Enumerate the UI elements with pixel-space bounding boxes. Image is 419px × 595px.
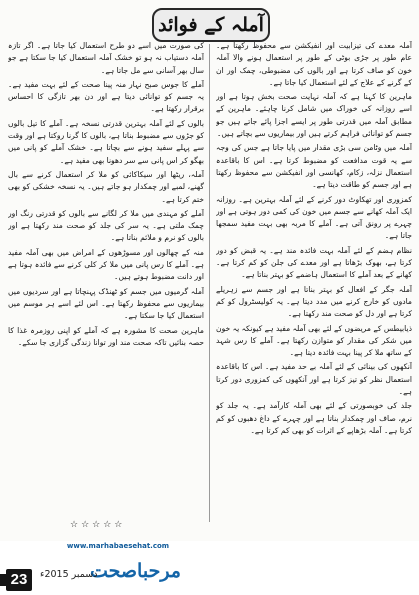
paragraph: بالوں کے لئے آملہ بہترین قدرتی نسخہ ہے۔ آملے کا تیل بالوں کو جڑوں سے مضبوط بناتا ہے، بالوں کا گرنا روکتا ہے اور وقت سے پہلے سفید ہونے سے بچاتا ہے۔ خشک آملے کو پانی میں بھگو کر اس پانی سے سر دھونا بھی مفید ہے۔ bbox=[8, 118, 204, 165]
article-end-stars: ☆☆☆☆☆ bbox=[70, 520, 126, 530]
paragraph: کی صورت میں اسے دو طرح استعمال کیا جاتا ہے۔ اگر تازہ آملہ دستیاب نہ ہو تو خشک آملہ استعمال کیا جا سکتا ہے جو سال بھر آسانی سے مل جاتا ہے۔ bbox=[8, 41, 204, 75]
paragraph: آنکھوں کی بینائی کے لئے آملہ بے حد مفید ہے۔ اس کا باقاعدہ استعمال نظر کو تیز کرتا ہے اور آنکھوں کی کمزوری دور کرتا ہے۔ bbox=[216, 362, 412, 397]
paragraph: آملہ میں وٹامن سی بڑی مقدار میں پایا جاتا ہے جس کی وجہ سے یہ قوت مدافعت کو مضبوط کرتا ہے۔ اس کا باقاعدہ استعمال نزلہ، زکام، کھانسی اور انفیکشن سے محفوظ رکھتا ہے اور جسم کو طاقت دیتا ہے۔ bbox=[216, 143, 412, 190]
website-url: www.marhabaesehat.com bbox=[66, 542, 170, 550]
paragraph: نظام ہضم کے لئے آملہ بہت فائدہ مند ہے۔ یہ قبض کو دور کرتا ہے، بھوک بڑھاتا ہے اور معدے کی جلن کو کم کرتا ہے۔ کھانے کے بعد آملے کا استعمال ہاضمے کو بہتر بناتا ہے۔ bbox=[216, 245, 412, 280]
paragraph: آملے کا جوس صبح نہار منہ پینا صحت کے لئے بہت مفید ہے۔ یہ جسم کو توانائی دیتا ہے اور دن بھر تازگی کا احساس برقرار رکھتا ہے۔ bbox=[8, 79, 204, 114]
paragraph: منہ کے چھالوں اور مسوڑھوں کے امراض میں بھی آملہ مفید ہے۔ آملے کا رس پانی میں ملا کر کلی کرنے سے فائدہ ہوتا ہے اور دانت مضبوط ہوتے ہیں۔ bbox=[8, 247, 204, 282]
page-number: 23 bbox=[6, 569, 32, 591]
paragraph: کمزوری اور تھکاوٹ دور کرنے کے لئے آملہ بہترین ہے۔ روزانہ ایک آملہ کھانے سے جسم میں خون کی کمی دور ہوتی ہے اور چہرے پر رونق آتی ہے۔ آملے کا مربہ بھی بہت مفید سمجھا جاتا ہے۔ bbox=[216, 194, 412, 241]
paragraph: آملہ، ریٹھا اور سیکاکائی کو ملا کر استعمال کرنے سے بال گھنے، لمبے اور چمکدار ہو جاتے ہیں۔ یہ نسخہ خشکی کو بھی ختم کرتا ہے۔ bbox=[8, 169, 204, 204]
paragraph: ماہرین صحت کا مشورہ ہے کہ آملے کو اپنی روزمرہ غذا کا حصہ بنائیں تاکہ صحت مند اور توانا زندگی گزاری جا سکے۔ bbox=[8, 325, 204, 347]
issue-date: دسمبر 2015ء bbox=[40, 569, 98, 580]
paragraph: ذیابیطس کے مریضوں کے لئے بھی آملہ مفید ہے کیونکہ یہ خون میں شکر کی مقدار کو متوازن رکھتا ہے۔ آملے کا رس شہد کے ساتھ ملا کر پینا بہت فائدہ دیتا ہے۔ bbox=[216, 323, 412, 358]
paragraph: آملہ جگر کے افعال کو بہتر بناتا ہے اور جسم سے زہریلے مادوں کو خارج کرنے میں مدد دیتا ہے۔ یہ کولیسٹرول کو کم کرتا ہے اور دل کو صحت مند رکھتا ہے۔ bbox=[216, 284, 412, 319]
paragraph: آملہ معدے کی تیزابیت اور انفیکشن سے محفوظ رکھتا ہے۔ عام طور پر جڑی بوٹی کے طور پر استعمال ہونے والا آملہ خون کو صاف کرتا ہے اور بالوں کی مضبوطی، چمک اور ان کے گرنے کے علاج کے لئے استعمال کیا جاتا ہے۔ bbox=[216, 41, 412, 87]
article-column-left bbox=[8, 40, 204, 523]
paragraph: جلد کی خوبصورتی کے لئے بھی آملہ کارآمد ہے۔ یہ جلد کو نرم، صاف اور چمکدار بناتا ہے اور چہرے کے داغ دھبوں کو کم کرتا ہے۔ آملہ بڑھاپے کے اثرات کو بھی کم کرتا ہے۔ bbox=[216, 401, 412, 435]
article-title: آملہ کے فوائد bbox=[158, 14, 264, 36]
magazine-logo: مرحباصحت bbox=[90, 560, 181, 582]
paragraph: آملے کو مہندی میں ملا کر لگانے سے بالوں کو قدرتی رنگ اور چمک ملتی ہے۔ یہ سر کی جلد کو صحت مند رکھتا ہے اور بالوں کو نرم و ملائم بناتا ہے۔ bbox=[8, 208, 204, 243]
article-title-banner bbox=[152, 8, 270, 42]
paragraph: ماہرین کا کہنا ہے کہ آملہ نہایت صحت بخش ہوتا ہے اور اسے روزانہ کی خوراک میں شامل کرنا چاہئے۔ ماہرین کے مطابق آملہ میں قدرتی طور پر ایسے اجزا پائے جاتے ہیں جو جسم کو توانائی فراہم کرتے ہیں اور بیماریوں سے بچاتے ہیں۔ bbox=[216, 92, 412, 139]
article-column-right bbox=[216, 40, 412, 523]
paragraph: آملہ گرمیوں میں جسم کو ٹھنڈک پہنچاتا ہے اور سردیوں میں بیماریوں سے محفوظ رکھتا ہے۔ اس لئے اسے ہر موسم میں استعمال کیا جا سکتا ہے۔ bbox=[8, 286, 204, 321]
column-divider bbox=[209, 44, 210, 522]
